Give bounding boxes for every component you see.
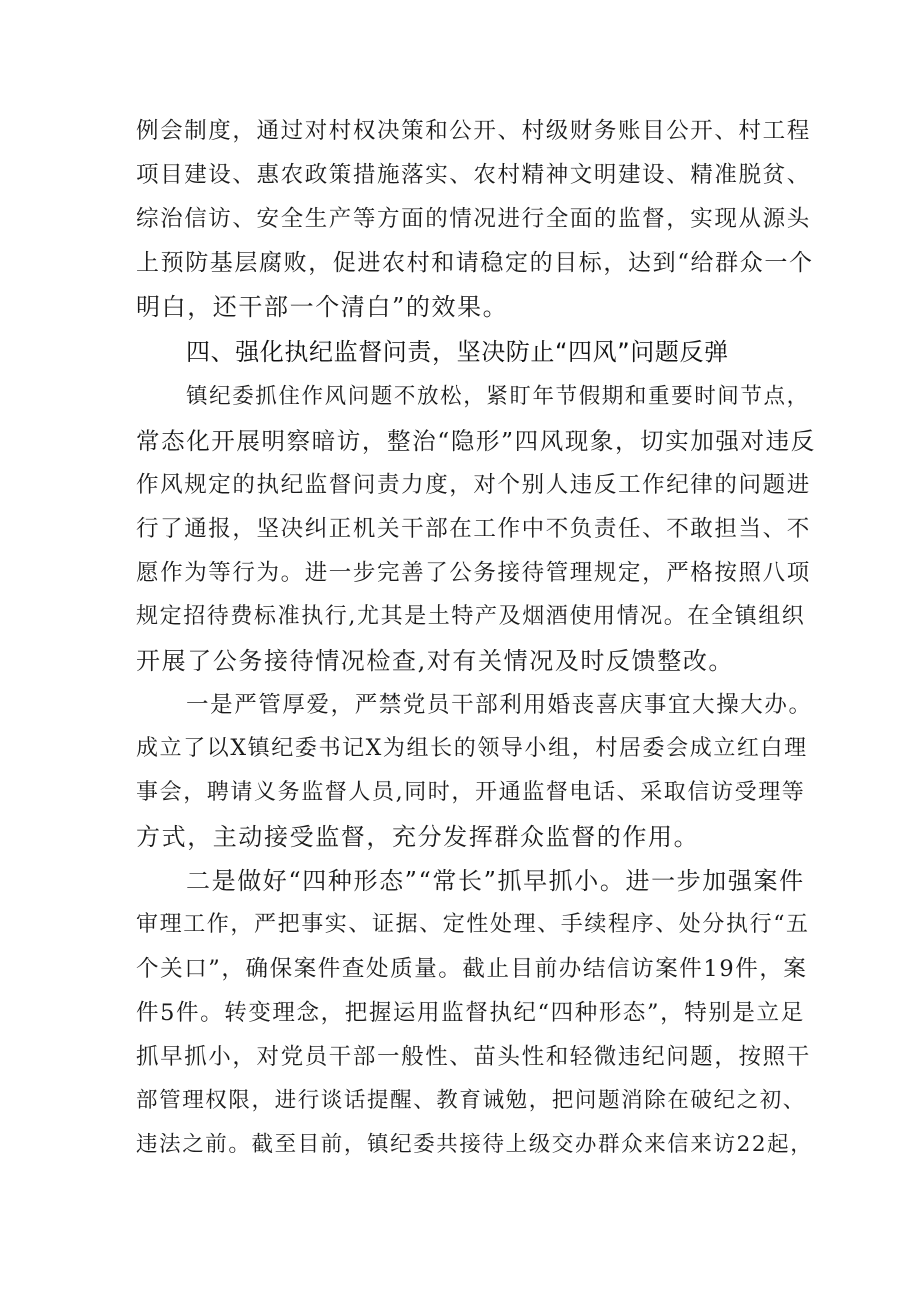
text-line-22: 抓早抓小，对党员干部一般性、苗头性和轻微违纪问题，按照干 xyxy=(136,1044,811,1070)
section-heading: 四、强化执纪监督问责，坚决防止“四风”问题反弹 xyxy=(186,338,729,366)
text-line-15: 成立了以X镇纪委书记X为组长的领导小组，村居委会成立红白理 xyxy=(136,736,808,761)
text-line-3: 综治信访、安全生产等方面的情况进行全面的监督，实现从源头 xyxy=(136,206,811,232)
text-line-7: 镇纪委抓住作风问题不放松，紧盯年节假期和重要时间节点， xyxy=(186,384,810,409)
text-line-1: 例会制度，通过对村权决策和公开、村级财务账目公开、村工程 xyxy=(136,118,811,144)
text-line-18: 二是做好“四种形态”“常长”抓早抓小。进一步加强案件 xyxy=(186,867,805,895)
text-line-5: 明白，还干部一个清白”的效果。 xyxy=(136,293,509,321)
text-line-4: 上预防基层腐败，促进农村和请稳定的目标，达到“给群众一个 xyxy=(136,250,814,276)
text-line-24: 违法之前。截至目前，镇纪委共接待上级交办群众来信来访22起， xyxy=(136,1132,814,1157)
text-line-21: 件5件。转变理念，把握运用监督执纪“四种形态”，特别是立足 xyxy=(136,1000,805,1026)
text-line-9: 作风规定的执纪监督问责力度，对个别人违反工作纪律的问题进 xyxy=(136,472,811,498)
text-line-23: 部管理权限，进行谈话提醒、教育诫勉，把问题消除在破纪之初、 xyxy=(136,1088,806,1113)
text-line-14: 一是严管厚爱，严禁党员干部利用婚丧喜庆事宜大操大办。 xyxy=(186,692,813,718)
text-line-17: 方式，主动接受监督，充分发挥群众监督的作用。 xyxy=(136,823,700,851)
text-line-11: 愿作为等行为。进一步完善了公务接待管理规定，严格按照八项 xyxy=(136,560,811,586)
text-line-16: 事会，聘请义务监督人员,同时，开通监督电话、采取信访受理等 xyxy=(136,780,806,805)
text-line-8: 常态化开展明察暗访，整治“隐形”四风现象，切实加强对违反 xyxy=(136,427,816,455)
text-line-20: 个关口”，确保案件查处质量。截止目前办结信访案件19件，案 xyxy=(136,956,808,982)
text-line-12: 规定招待费标准执行,尤其是土特产及烟酒使用情况。在全镇组织 xyxy=(136,604,806,629)
text-line-2: 项目建设、惠农政策措施落实、农村精神文明建设、精准脱贫、 xyxy=(136,162,811,188)
text-line-10: 行了通报，坚决纠正机关干部在工作中不负责任、不敢担当、不 xyxy=(136,516,811,542)
text-line-13: 开展了公务接待情况检查,对有关情况及时反馈整改。 xyxy=(136,647,735,675)
text-line-19: 审理工作，严把事实、证据、定性处理、手续程序、处分执行“五 xyxy=(136,912,810,937)
